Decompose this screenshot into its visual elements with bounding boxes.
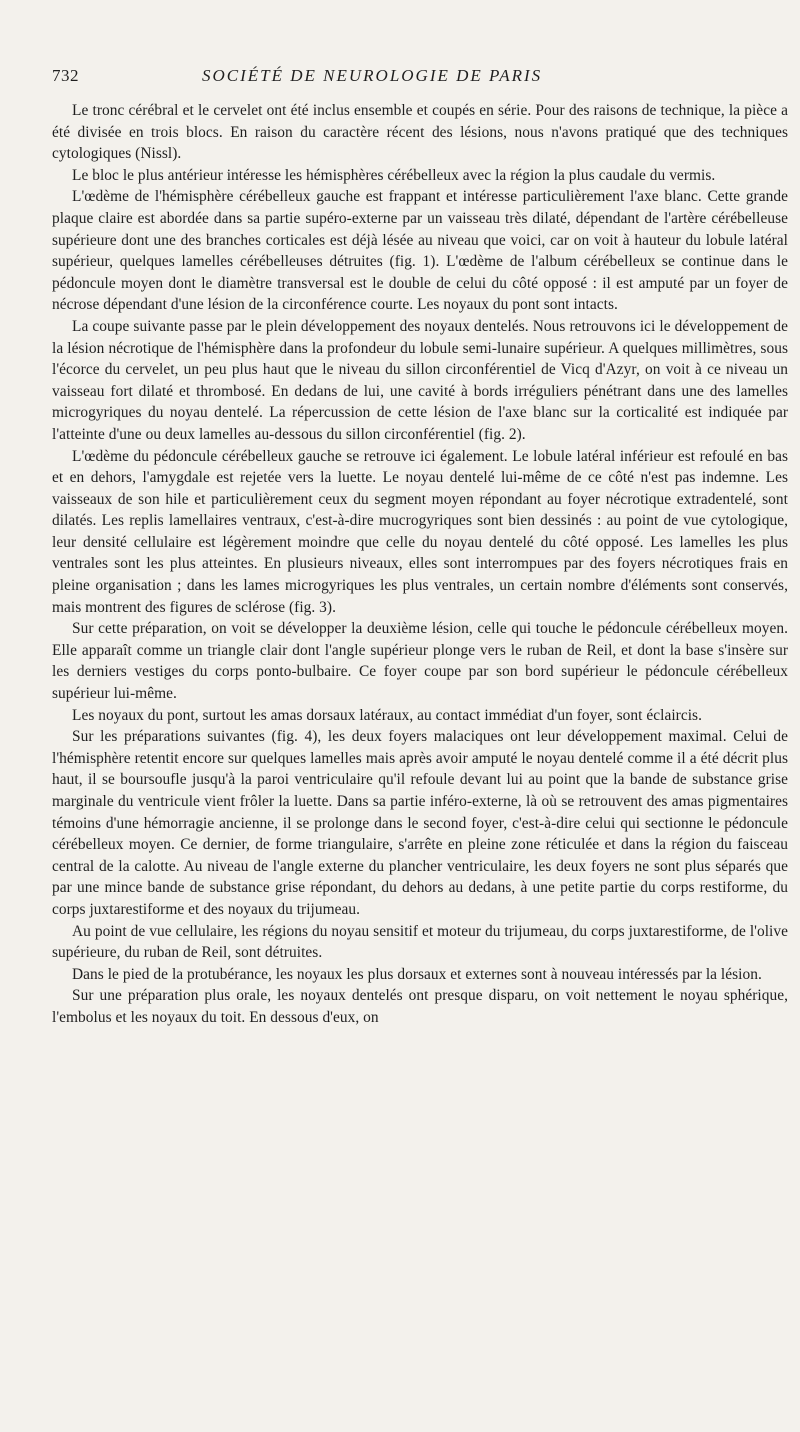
paragraph: Dans le pied de la protubérance, les noyaux les plus dorsaux et externes sont à nouveau intéressés par la lésion. — [72, 965, 762, 983]
page-number: 732 — [52, 66, 79, 85]
paragraph: L'œdème du pédoncule cérébelleux gauche se retrouve ici également. Le lobule latéral inférieur est refoulé en bas et en dehors, l'amygdale est rejetée vers la luette. Le noyau dentelé lui-même de ce côté n'est pas indemne. Les vaisseaux de son hile et particulièrement ceux du segment moyen répondant au foyer nécrotique extradentelé, sont dilatés. Les replis lamellaires ventraux, c'est-à-dire mucrogyriques sont bien dessinés : au point de vue cytologique, leur densité cellulaire est légèrement moindre que celle du noyau dentelé du côté opposé. Les lamelles les plus ventrales sont les plus atteintes. En plusieurs niveaux, elles sont interrompues par des foyers nécrotiques frais en pleine organisation ; dans les lames microgyriques les plus ventrales, un certain nombre d'éléments sont conservés, mais montrent des figures de sclérose (fig. 3). — [52, 447, 788, 616]
paragraph: Le bloc le plus antérieur intéresse les hémisphères cérébelleux avec la région la plus caudale du vermis. — [72, 166, 716, 184]
paragraph: Sur cette préparation, on voit se développer la deuxième lésion, celle qui touche le pédoncule cérébelleux moyen. Elle apparaît comme un triangle clair dont l'angle supérieur plonge vers le ruban de Reil, et dont la base s'insère sur les derniers vestiges du corps ponto-bulbaire. Ce foyer coupe par son bord supérieur le pédoncule cérébelleux supérieur lui-même. — [52, 620, 788, 703]
running-title: SOCIÉTÉ DE NEUROLOGIE DE PARIS — [202, 66, 543, 85]
paragraph: Sur les préparations suivantes (fig. 4), les deux foyers malaciques ont leur développement maximal. Celui de l'hémisphère retentit encore sur quelques lamelles mais après avoir amputé le noyau dentelé comme il a été décrit plus haut, il se boursoufle jusqu'à la paroi ventriculaire qu'il refoule devant lui au point que la bande de substance grise marginale du ventricule vient frôler la luette. Dans sa partie inféro-externe, là où se retrouvent des amas pigmentaires témoins d'une hémorragie ancienne, il se prolonge dans le second foyer, c'est-à-dire celui qui sectionne le pédoncule cérébelleux moyen. Ce dernier, de forme triangulaire, s'arrête en pleine zone réticulée et dans la région du faisceau central de la calotte. Au niveau de l'angle externe du plancher ventriculaire, les deux foyers ne sont plus séparés que par une mince bande de substance grise répondant, du dehors au dedans, à une petite partie du corps restiforme, du corps juxtarestiforme et des noyaux du trijumeau. — [52, 728, 788, 918]
page-header — [52, 66, 772, 90]
paragraph: L'œdème de l'hémisphère cérébelleux gauche est frappant et intéresse particulièrement l'axe blanc. Cette grande plaque claire est abordée dans sa partie supéro-externe par un vaisseau très dilaté, dépendant de l'artère cérébelleuse supérieure dont une des branches corticales est déjà lésée au niveau que voici, car on voit à hauteur du lobule latéral supérieur, quelques lamelles cérébelleuses détruites (fig. 1). L'œdème de l'album cérébelleux se continue dans le pédoncule moyen dont le diamètre transversal est le double de celui du côté opposé : il est amputé par un foyer de nécrose dépendant d'une lésion de la circonférence courte. Les noyaux du pont sont intacts. — [52, 188, 788, 314]
paragraph: Au point de vue cellulaire, les régions du noyau sensitif et moteur du trijumeau, du corps juxtarestiforme, de l'olive supérieure, du ruban de Reil, sont détruites. — [52, 922, 788, 962]
paragraph: Les noyaux du pont, surtout les amas dorsaux latéraux, au contact immédiat d'un foyer, sont éclaircis. — [72, 706, 702, 724]
article-body — [52, 100, 788, 1029]
paragraph: Le tronc cérébral et le cervelet ont été inclus ensemble et coupés en série. Pour des raisons de technique, la pièce a été divisée en trois blocs. En raison du caractère récent des lésions, nous n'avons pratiqué que des techniques cytologiques (Nissl). — [52, 102, 788, 163]
paragraph: La coupe suivante passe par le plein développement des noyaux dentelés. Nous retrouvons ici le développement de la lésion nécrotique de l'hémisphère dans la profondeur du lobule semi-lunaire supérieur. A quelques millimètres, sous l'écorce du cervelet, un peu plus haut que le niveau du sillon circonférentiel de Vicq d'Azyr, on voit à ce niveau un vaisseau fort dilaté et thrombosé. En dedans de lui, une cavité à bords irréguliers pénétrant dans une des lamelles microgyriques du noyau dentelé. La répercussion de cette lésion de l'axe blanc sur la corticalité est indiquée par l'atteinte d'une ou deux lamelles au-dessous du sillon circonférentiel (fig. 2). — [52, 317, 788, 443]
paragraph: Sur une préparation plus orale, les noyaux dentelés ont presque disparu, on voit nettement le noyau sphérique, l'embolus et les noyaux du toit. En dessous d'eux, on — [52, 987, 788, 1026]
